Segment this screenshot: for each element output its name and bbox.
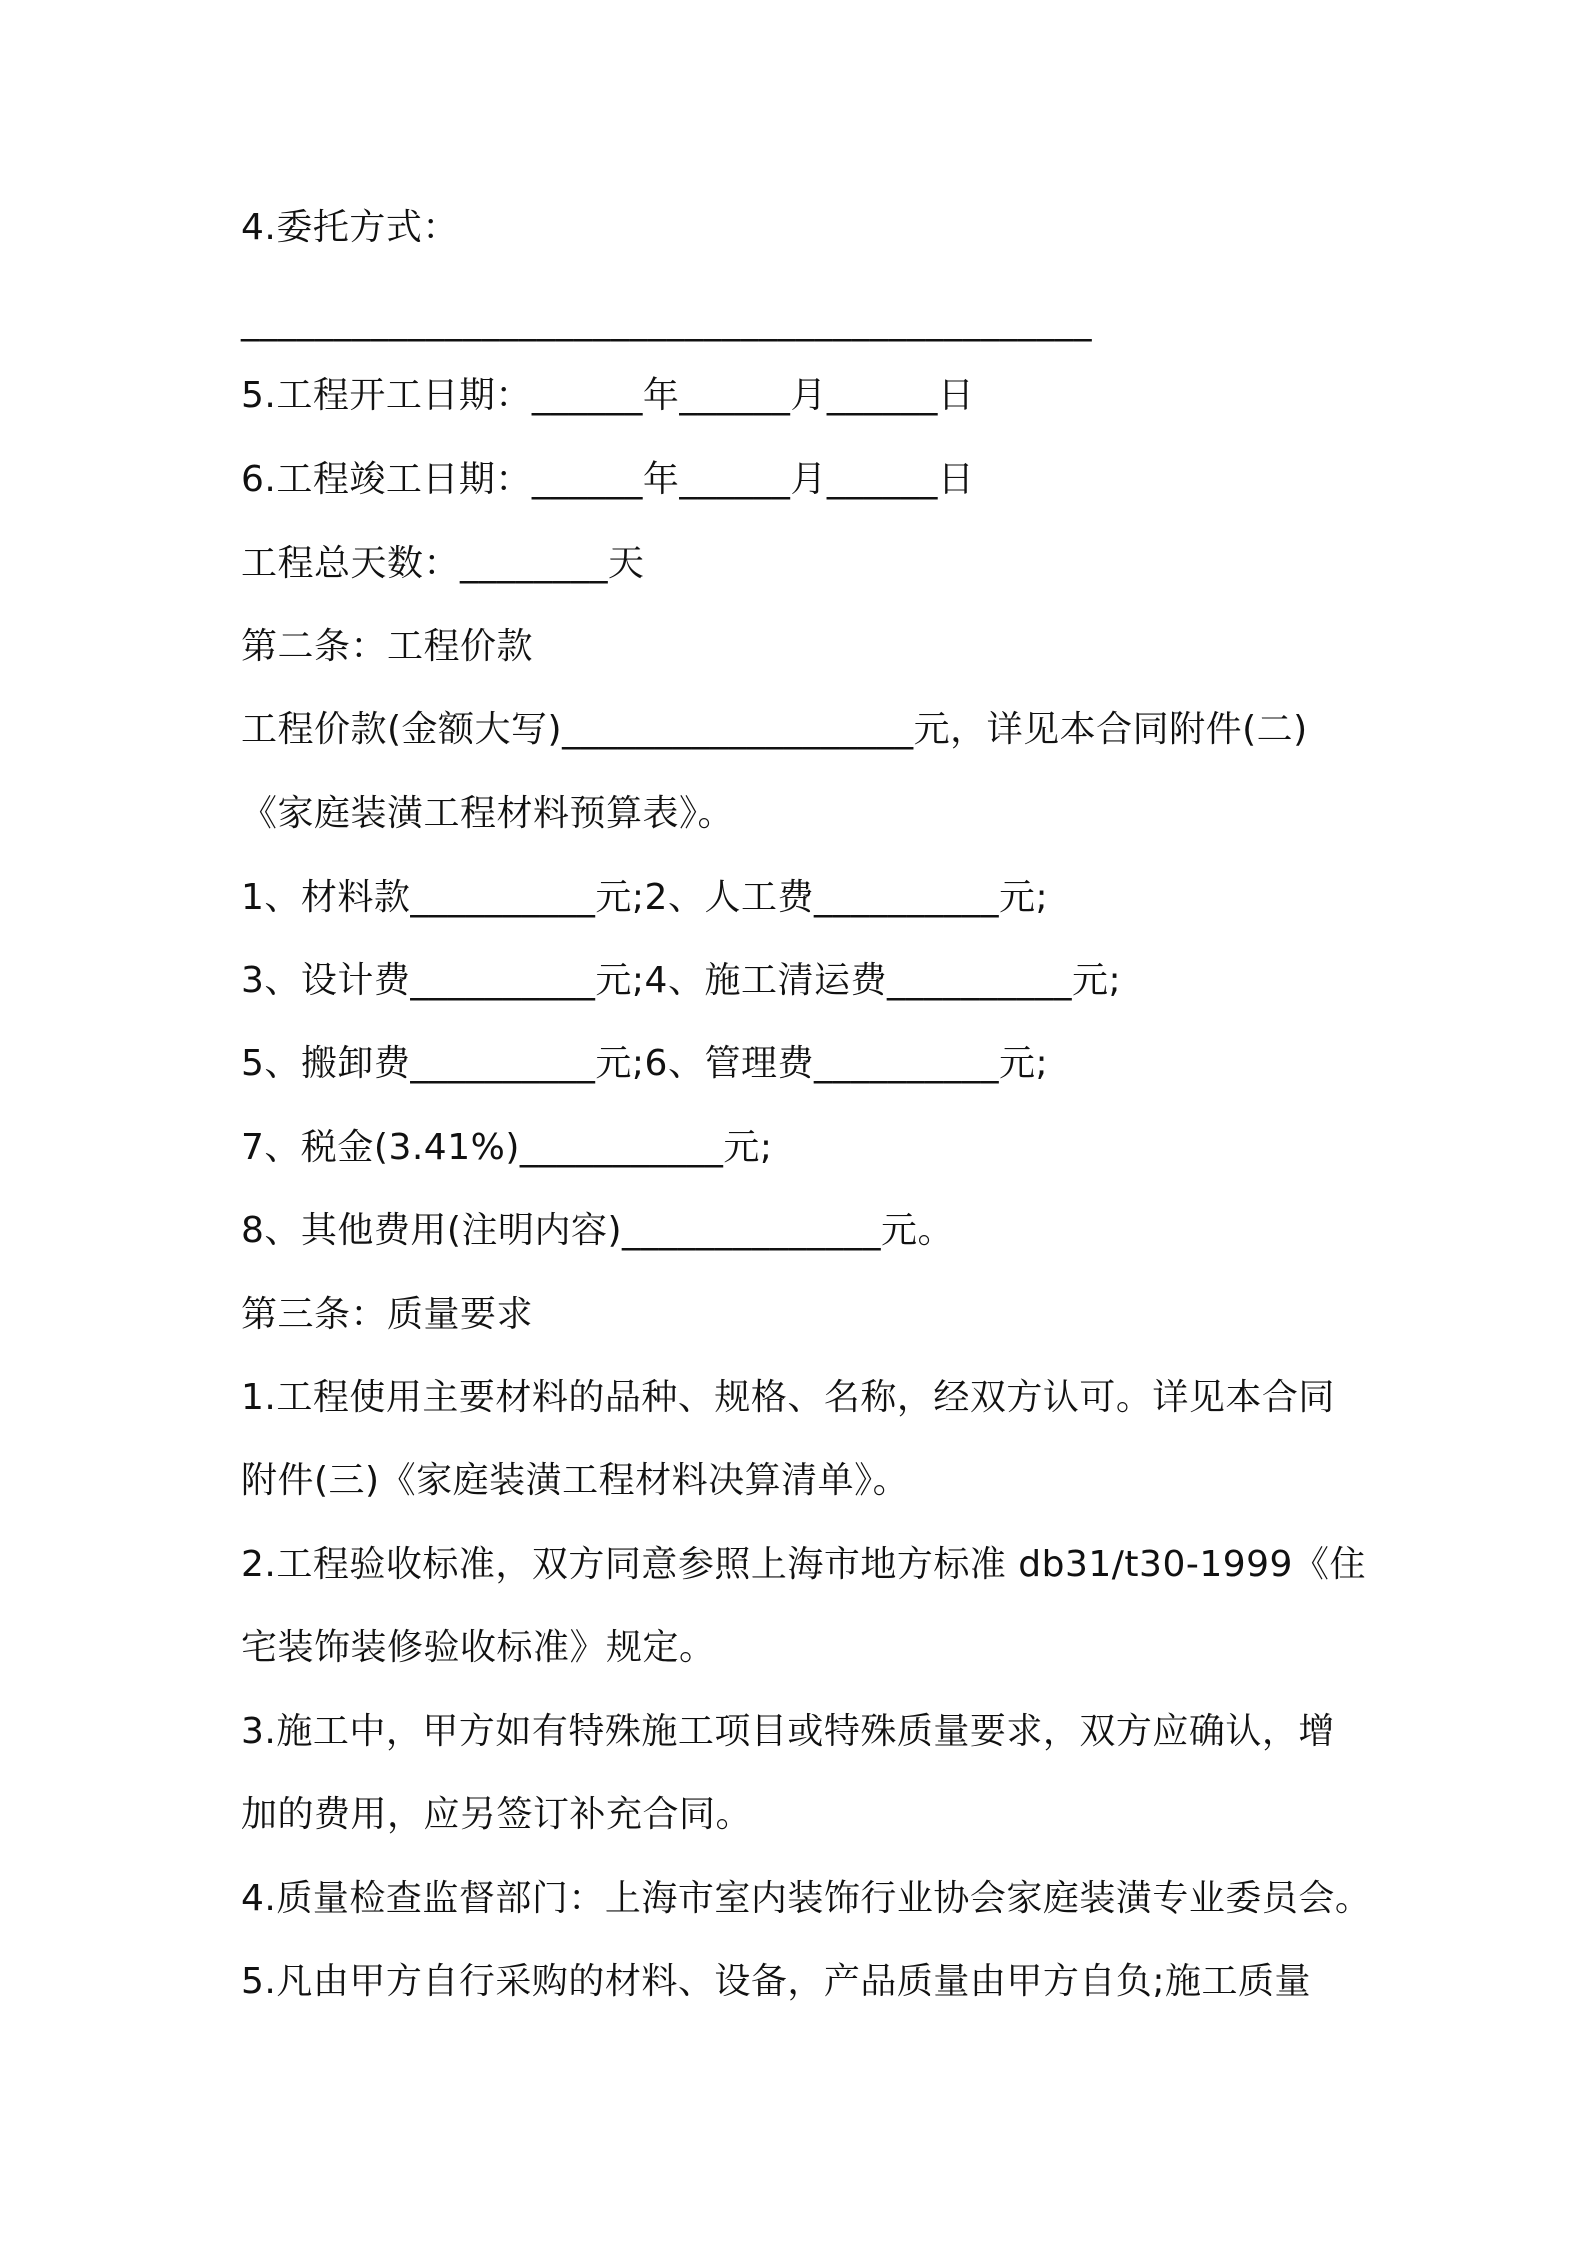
fee-line-design-cleanup: 3、设计费__________元;4、施工清运费__________元; [241,960,1122,1001]
quality-item-2: 2.工程验收标准，双方同意参照上海市地方标准 db31/t30-1999《住 [241,1544,1366,1585]
quality-item-1: 1.工程使用主要材料的品种、规格、名称，经双方认可。详见本合同 [241,1377,1335,1418]
quality-item-3-cont: 加的费用，应另签订补充合同。 [241,1794,753,1835]
clause-total-days: 工程总天数：________天 [241,543,645,584]
project-price-line-cont: 《家庭装潢工程材料预算表》。 [241,793,735,834]
fee-line-moving-management: 5、搬卸费__________元;6、管理费__________元; [241,1043,1049,1084]
clause-completion-date: 6.工程竣工日期：______年______月______日 [241,459,975,500]
fee-line-materials-labor: 1、材料款__________元;2、人工费__________元; [241,877,1049,918]
fee-line-other: 8、其他费用(注明内容)______________元。 [241,1210,954,1251]
clause-delegation-method: 4.委托方式： [241,207,459,248]
clause-start-date: 5.工程开工日期：______年______月______日 [241,375,975,416]
quality-item-1-cont: 附件(三)《家庭装潢工程材料决算清单》。 [241,1460,910,1501]
fee-line-tax: 7、税金(3.41%)___________元; [241,1127,773,1168]
quality-item-4: 4.质量检查监督部门：上海市室内装饰行业协会家庭装潢专业委员会。 [241,1878,1372,1919]
blank-fill-line: ______________________________________________ [241,301,1092,342]
project-price-line: 工程价款(金额大写)___________________元，详见本合同附件(二) [241,709,1308,750]
quality-item-3: 3.施工中，甲方如有特殊施工项目或特殊质量要求，双方应确认，增 [241,1711,1335,1752]
article-three-heading: 第三条：质量要求 [241,1294,534,1335]
article-two-heading: 第二条：工程价款 [241,626,534,667]
quality-item-5: 5.凡由甲方自行采购的材料、设备，产品质量由甲方自负;施工质量 [241,1961,1311,2002]
quality-item-2-cont: 宅装饰装修验收标准》规定。 [241,1627,716,1668]
